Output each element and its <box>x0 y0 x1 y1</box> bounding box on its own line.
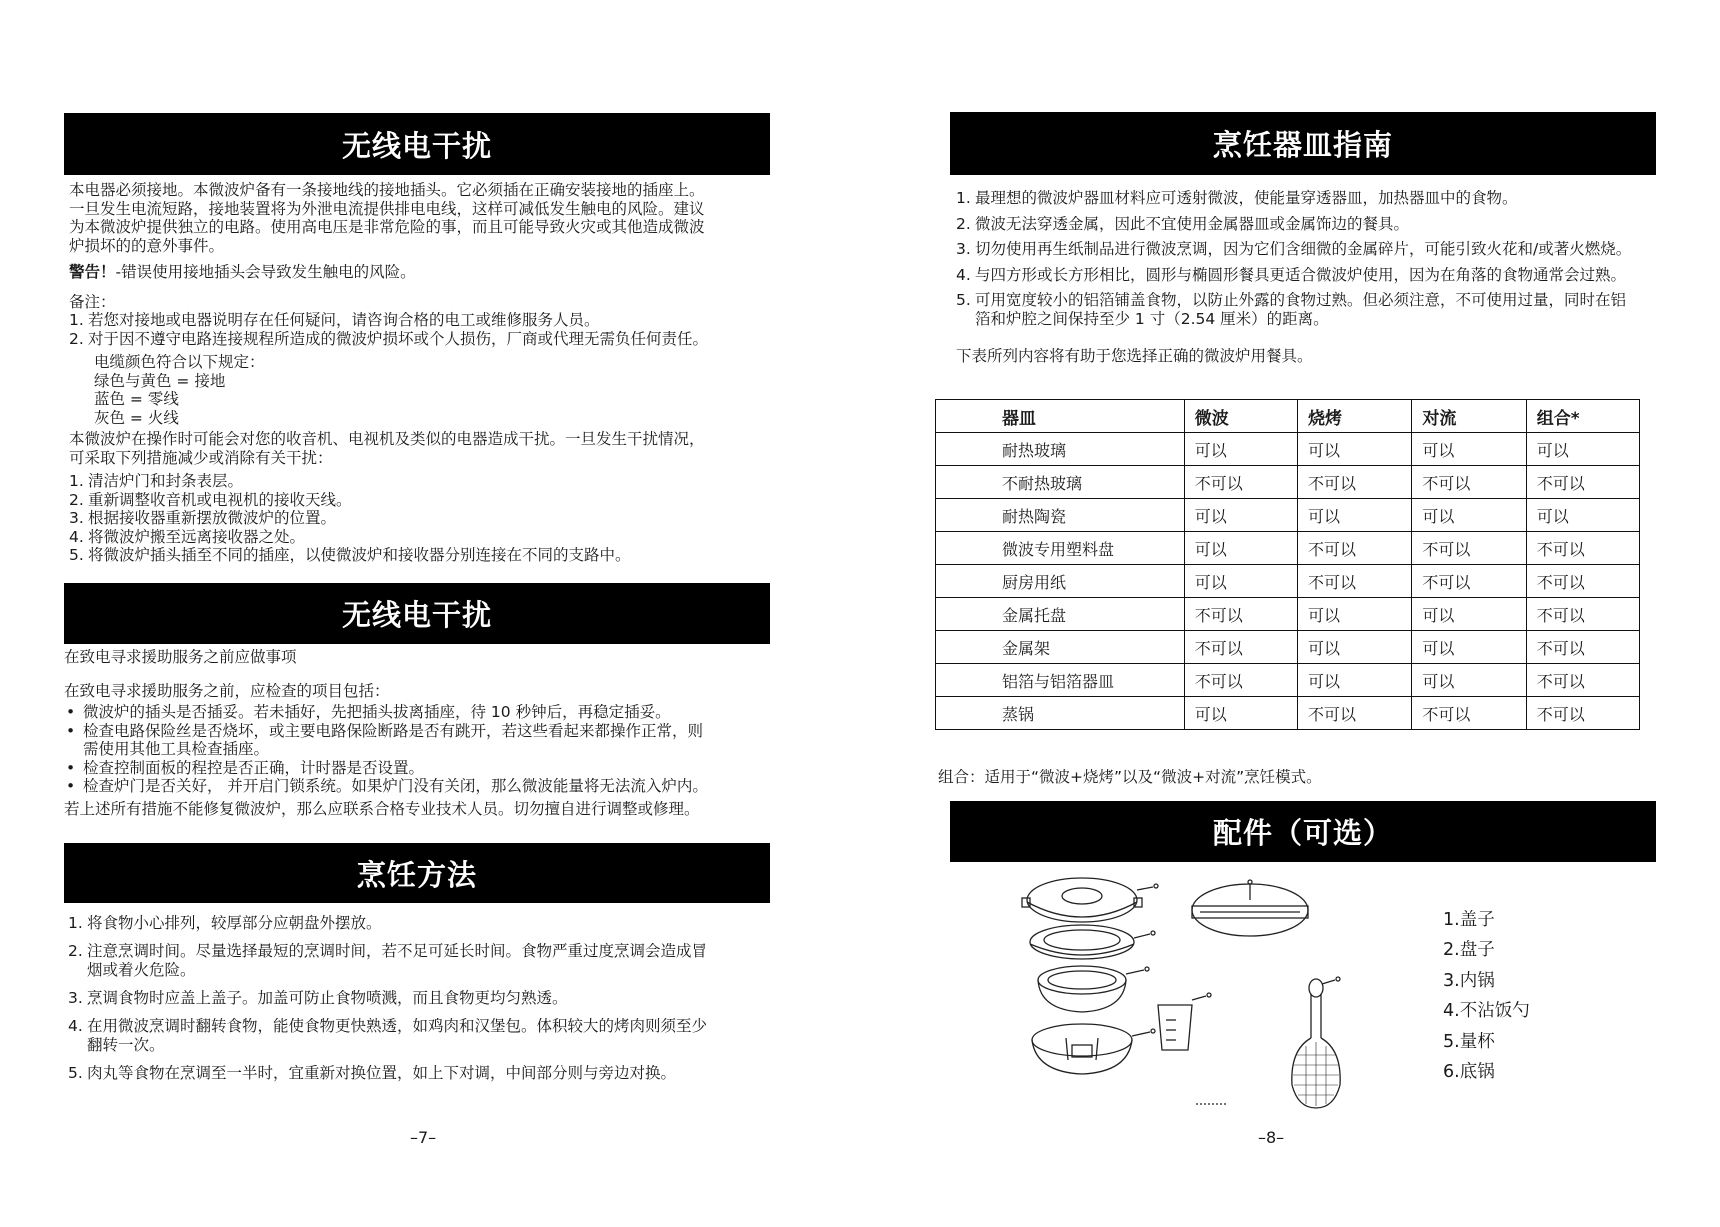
rice-paddle-icon <box>1292 977 1340 1108</box>
right-page <box>860 0 1720 1227</box>
plate-side-icon <box>1192 880 1308 936</box>
section-title: 烹饪器皿指南 <box>1212 128 1393 162</box>
interference-steps <box>69 472 769 565</box>
list-item: 3. 烹调食物时应盖上盖子。加盖可防止食物喷溅，而且食物更均匀熟透。 <box>68 989 568 1007</box>
section-banner-cooking-methods <box>64 843 770 903</box>
list-item: 5. 肉丸等食物在烹调至一半时，宜重新对换位置，如上下对调，中间部分则与旁边对换。 <box>68 1064 677 1082</box>
grounding-text <box>69 181 769 565</box>
table-row: 耐热陶瓷 可以 可以 可以 可以 <box>936 499 1640 532</box>
paragraph-line: 本电器必须接地。本微波炉备有一条接地线的接地插头。它必须插在正确安装接地的插座上。 <box>69 181 705 199</box>
column-header: 烧烤 <box>1298 400 1412 433</box>
paragraph-line: 为本微波炉提供独立的电路。使用高电压是非常危险的事，而且可能导致火灾或其他造成微波 <box>69 218 705 236</box>
measuring-cup-icon <box>1158 993 1211 1050</box>
cable-line: 绿色与黄色 = 接地 <box>94 371 226 390</box>
lid-icon <box>1022 878 1158 922</box>
base-pot-icon <box>1032 1024 1155 1074</box>
section-title: 烹饪方法 <box>356 857 477 892</box>
cable-line: 电缆颜色符合以下规定： <box>94 353 265 371</box>
cooking-methods-list <box>68 914 773 1083</box>
column-header: 组合* <box>1526 400 1639 433</box>
cookware-table <box>935 399 1640 730</box>
list-item: 1. 最理想的微波炉器皿材料应可透射微波，使能量穿透器皿，加热器皿中的食物。 <box>956 189 1518 207</box>
table-footnote: 组合：适用于“微波+烧烤”以及“微波+对流”烹饪模式。 <box>938 768 1322 786</box>
page-number: –8– <box>1258 1128 1285 1147</box>
page-number: –7– <box>410 1128 437 1147</box>
list-item: 3. 切勿使用再生纸制品进行微波烹调，因为它们含细微的金属碎片，可能引致火花和/或著火燃烧。 <box>956 240 1632 258</box>
table-row: 微波专用塑料盘 可以 不可以 不可以 不可以 <box>936 532 1640 565</box>
notes-list <box>69 311 769 348</box>
notes-title: 备注： <box>69 292 116 311</box>
paragraph-line: 一旦发生电流短路，接地装置将为外泄电流提供排电电线，这样可减低发生触电的风险。建议 <box>69 199 705 218</box>
table-row: 金属托盘 不可以 可以 可以 不可以 <box>936 598 1640 631</box>
paragraph-line: 在致电寻求援助服务之前，应检查的项目包括： <box>64 681 390 700</box>
table-row: 厨房用纸 可以 不可以 不可以 不可以 <box>936 565 1640 598</box>
cable-line: 蓝色 = 零线 <box>94 390 179 408</box>
cable-line: 灰色 = 火线 <box>94 408 179 427</box>
table-row: 耐热玻璃 可以 可以 可以 可以 <box>936 433 1640 466</box>
accessory-label: 2.盘子 <box>1443 940 1495 960</box>
table-row: 金属架 不可以 可以 可以 不可以 <box>936 631 1640 664</box>
paragraph-line: 可采取下列措施减少或消除有关干扰： <box>69 448 333 467</box>
section-title: 无线电干扰 <box>341 128 492 163</box>
column-header: 对流 <box>1412 400 1526 433</box>
column-header: 微波 <box>1184 400 1297 433</box>
list-item: • 检查电路保险丝是否烧坏，或主要电路保险断路是否有跳开，若这些看起来都操作正常，则 需使用其他工具检查插座。 <box>64 722 774 759</box>
section-banner-accessories <box>950 801 1656 862</box>
accessories-illustration <box>1010 870 1370 1115</box>
accessory-label: 6.底锅 <box>1443 1062 1495 1082</box>
list-item: 4. 与四方形或长方形相比，圆形与椭圆形餐具更适合微波炉使用，因为在角落的食物通常会过熟。 <box>956 265 1627 284</box>
list-item: 2. 重新调整收音机或电视机的接收天线。 <box>69 490 352 509</box>
list-item: 4. 将微波炉搬至远离接收器之处。 <box>69 527 306 546</box>
column-header: 器皿 <box>936 400 1185 433</box>
section-banner-radio-interference <box>64 113 770 175</box>
cookware-guide-list <box>956 189 1676 328</box>
section-banner-service <box>64 583 770 644</box>
list-item: • 检查控制面板的程控是否正确，计时器是否设置。 <box>64 759 774 778</box>
warning-line <box>69 263 769 282</box>
accessory-label: 1.盖子 <box>1443 910 1495 930</box>
service-text <box>64 648 774 818</box>
accessory-label: 3.内锅 <box>1443 971 1495 991</box>
section-title: 配件（可选） <box>1212 816 1393 850</box>
paragraph-line: 炉损坏的的意外事件。 <box>69 236 225 255</box>
paragraph-line: 在致电寻求援助服务之前应做事项 <box>64 648 297 666</box>
list-item: 5. 将微波炉插头插至不同的插座，以使微波炉和接收器分别连接在不同的支路中。 <box>69 546 631 564</box>
accessory-label: 4.不沾饭勺 <box>1443 1001 1530 1021</box>
cookware-guide-text <box>956 189 1676 366</box>
list-item: 1. 将食物小心排列，较厚部分应朝盘外摆放。 <box>68 914 382 932</box>
accessory-label: 5.量杯 <box>1443 1032 1495 1052</box>
list-item: • 检查炉门是否关好， 并开启门锁系统。如果炉门没有关闭，那么微波能量将无法流入炉内。 <box>64 777 774 796</box>
cooking-methods-text <box>68 914 773 1083</box>
warning-label: 警告！ <box>69 263 116 281</box>
warning-text: -错误使用接地插头会导致发生触电的风险。 <box>115 263 416 281</box>
list-item: 4. 在用微波烹调时翻转食物，能使食物更快熟透，如鸡肉和汉堡包。体积较大的烤肉则须至少 翻转一次。 <box>68 1017 708 1054</box>
list-item: 2. 注意烹调时间。尽量选择最短的烹调时间，若不足可延长时间。食物严重过度烹调会造成冒 烟或着火危险。 <box>68 942 708 979</box>
paragraph-line: 若上述所有措施不能修复微波炉，那么应联系合格专业技术人员。切勿擅自进行调整或修理。 <box>64 799 700 818</box>
list-item: 1. 清洁炉门和封条表层。 <box>69 472 244 490</box>
table-row: 不耐热玻璃 不可以 不可以 不可以 不可以 <box>936 466 1640 499</box>
service-checklist <box>64 703 774 796</box>
table-header-row <box>936 400 1640 433</box>
list-item: 2. 对于因不遵守电路连接规程所造成的微波炉损坏或个人损伤，厂商或代理无需负任何责任。 <box>69 329 709 348</box>
list-item: 5. 可用宽度较小的铝箔铺盖食物，以防止外露的食物过熟。但必须注意，不可使用过量，同时在铝 箔和炉腔之间保持至少 1 寸（2.54 厘米）的距离。 <box>956 291 1627 328</box>
paragraph-line: 本微波炉在操作时可能会对您的收音机、电视机及类似的电器造成干扰。一旦发生干扰情况， <box>69 430 705 448</box>
table-row: 蒸锅 可以 不可以 不可以 不可以 <box>936 697 1640 730</box>
list-item: 2. 微波无法穿透金属，因此不宜使用金属器皿或金属饰边的餐具。 <box>956 214 1410 233</box>
table-intro: 下表所列内容将有助于您选择正确的微波炉用餐具。 <box>956 347 1313 365</box>
inner-pot-icon <box>1038 966 1149 1012</box>
section-title: 无线电干扰 <box>341 598 492 632</box>
list-item: • 微波炉的插头是否插妥。若未插好，先把插头拔离插座，待 10 秒钟后，再稳定插妥。 <box>64 703 774 722</box>
list-item: 1. 若您对接地或电器说明存在任何疑问，请咨询合格的电工或维修服务人员。 <box>69 311 600 329</box>
cable-colors <box>69 353 769 427</box>
table-row: 铝箔与铝箔器皿 不可以 可以 可以 不可以 <box>936 664 1640 697</box>
list-item: 3. 根据接收器重新摆放微波炉的位置。 <box>69 509 337 527</box>
section-banner-cookware-guide <box>950 112 1656 175</box>
plate-icon <box>1030 925 1155 959</box>
